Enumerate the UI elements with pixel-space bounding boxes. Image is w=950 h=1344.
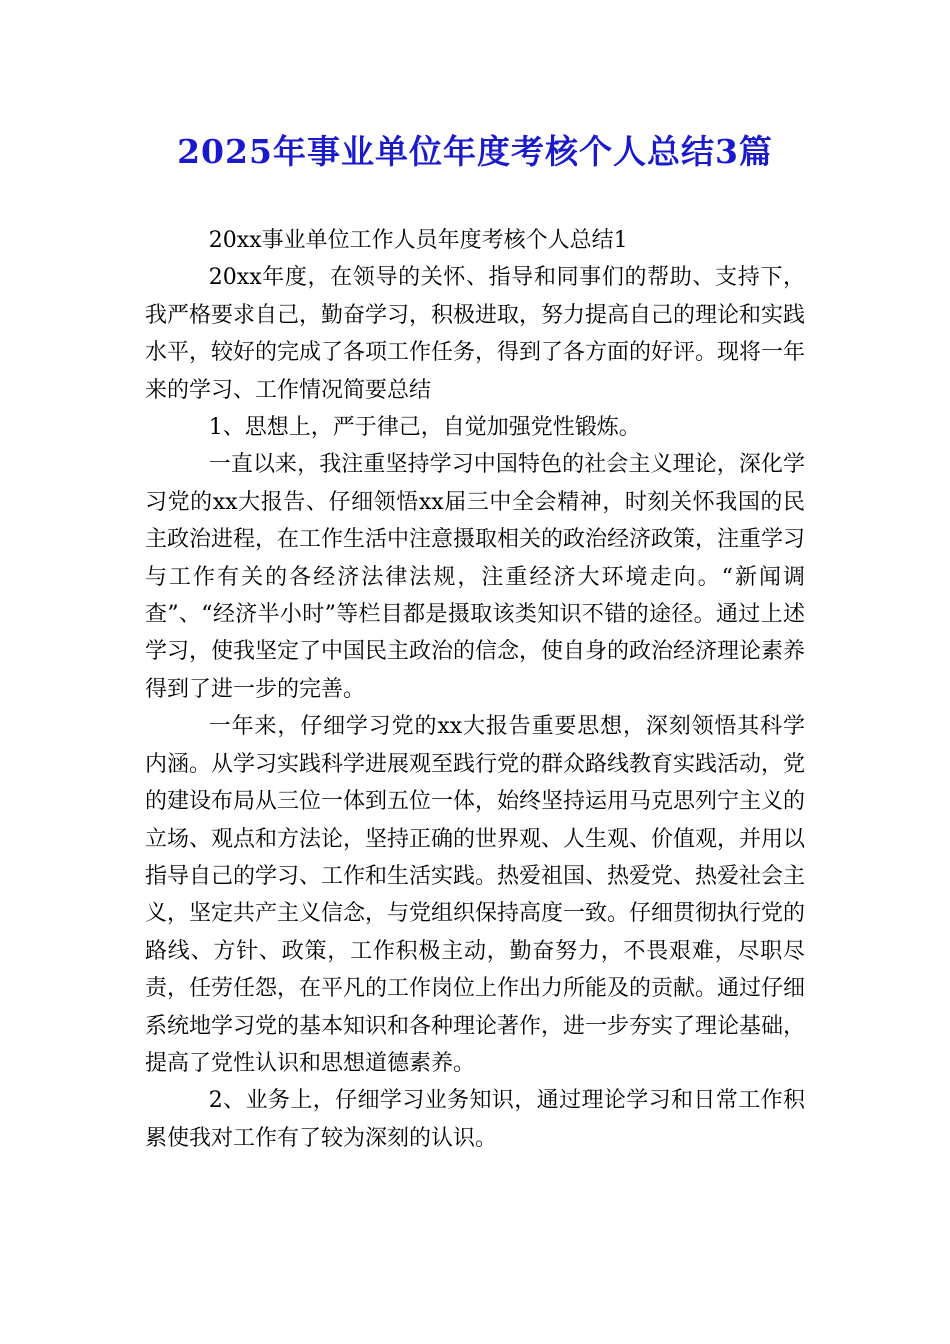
paragraph-point-2-heading: 2、业务上，仔细学习业务知识，通过理论学习和日常工作积累使我对工作有了较为深刻的认识。 [145,1088,805,1151]
paragraph-political-study: 一直以来，我注重坚持学习中国特色的社会主义理论，深化学习党的xx大报告、仔细领悟xx届三中全会精神，时刻关怀我国的民主政治进程，在工作生活中注意摄取相关的政治经济政策，注重学习与工作有关的各经济法律法规，注重经济大环境走向。“新闻调查”、“经济半小时”等栏目都是摄取该类知识不错的途径。通过上述学习，使我坚定了中国民主政治的信念，使自身的政治经济理论素养得到了进一步的完善。 [145,452,806,702]
paragraph-party-study: 一年来，仔细学习党的xx大报告重要思想，深刻领悟其科学内涵。从学习实践科学进展观至践行党的群众路线教育实践活动，党的建设布局从三位一体到五位一体，始终坚持运用马克思列宁主义的立场、观点和方法论，坚持正确的世界观、人生观、价值观，并用以指导自己的学习、工作和生活实践。热爱祖国、热爱党、热爱社会主义，坚定共产主义信念，与党组织保持高度一致。仔细贯彻执行党的路线、方针、政策，工作积极主动，勤奋努力，不畏艰难，尽职尽责，任劳任怨，在平凡的工作岗位上作出力所能及的贡献。通过仔细系统地学习党的基本知识和各种理论著作，进一步夯实了理论基础，提高了党性认识和思想道德素养。 [145,714,806,1076]
paragraph-intro: 20xx年度，在领导的关怀、指导和同事们的帮助、支持下，我严格要求自己，勤奋学习，积极进取，努力提高自己的理论和实践水平，较好的完成了各项工作任务，得到了各方面的好评。现将一年来的学习、工作情况简要总结 [145,265,806,403]
document-title: 2025年事业单位年度考核个人总结3篇 [177,132,773,171]
document-body [145,222,805,1157]
paragraph-point-1-heading: 1、思想上，严于律己，自觉加强党性锻炼。 [208,415,641,441]
paragraph-section-heading: 20xx事业单位工作人员年度考核个人总结1 [208,228,628,253]
